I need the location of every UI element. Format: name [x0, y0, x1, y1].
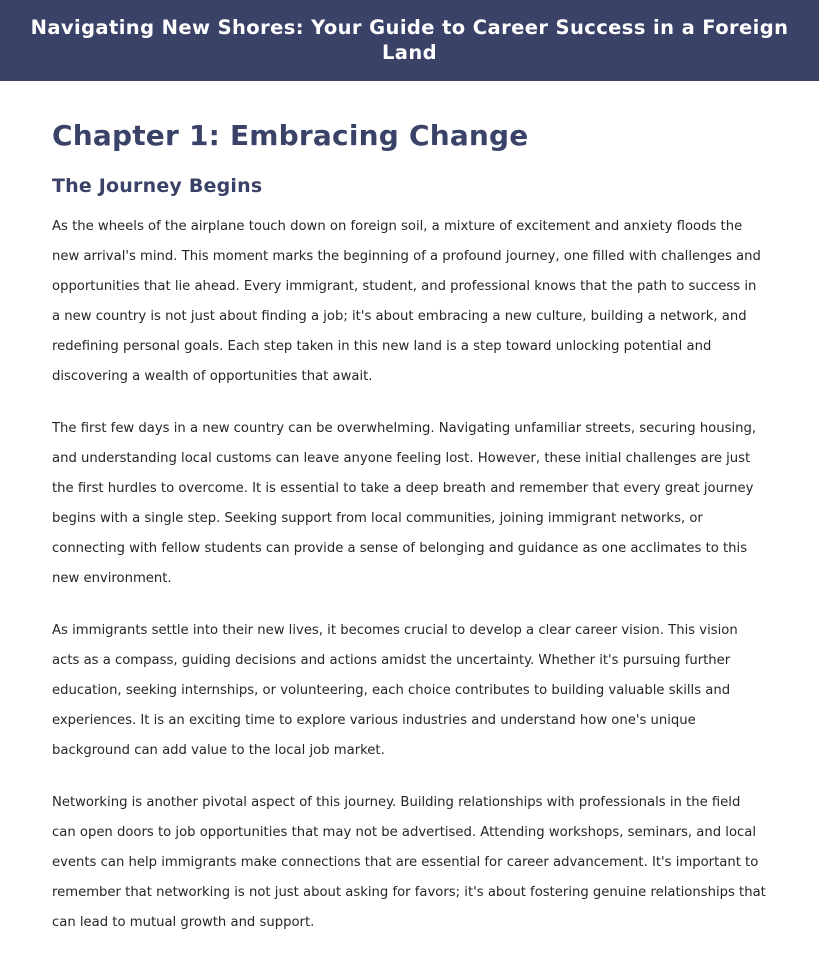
document-header [0, 0, 819, 81]
body-paragraph: As immigrants settle into their new lives, it becomes crucial to develop a clear career vision. This vision acts as a compass, guiding decisions and actions amidst the uncertainty. Whether it's pursuing further education, seeking internships, or volunteering, each choice contributes to building valuable skills and experiences. It is an exciting time to explore various industries and understand how one's unique background can add value to the local job market. [52, 623, 738, 759]
body-paragraph: As the wheels of the airplane touch down on foreign soil, a mixture of excitement and anxiety floods the new arrival's mind. This moment marks the beginning of a profound journey, one filled with challenges and opportunities that lie ahead. Every immigrant, student, and professional knows that the path to success in a new country is not just about finding a job; it's about embracing a new culture, building a network, and redefining personal goals. Each step taken in this new land is a step toward unlocking potential and discovering a wealth of opportunities that await. [52, 219, 761, 385]
book-title: Navigating New Shores: Your Guide to Career Success in a Foreign Land [30, 16, 789, 64]
chapter-title: Chapter 1: Embracing Change [52, 119, 529, 152]
document-content [0, 81, 819, 968]
section-title: The Journey Begins [52, 174, 263, 197]
body-paragraph: Networking is another pivotal aspect of this journey. Building relationships with professionals in the field can open doors to job opportunities that may not be advertised. Attending workshops, seminars, and local events can help immigrants make connections that are essential for career advancement. It's important to remember that networking is not just about asking for favors; it's about fostering genuine relationships that can lead to mutual growth and support. [52, 795, 766, 931]
body-paragraph: The first few days in a new country can be overwhelming. Navigating unfamiliar streets, securing housing, and understanding local customs can leave anyone feeling lost. However, these initial challenges are just the first hurdles to overcome. It is essential to take a deep breath and remember that every great journey begins with a single step. Seeking support from local communities, joining immigrant networks, or connecting with fellow students can provide a sense of belonging and guidance as one acclimates to this new environment. [52, 421, 757, 587]
